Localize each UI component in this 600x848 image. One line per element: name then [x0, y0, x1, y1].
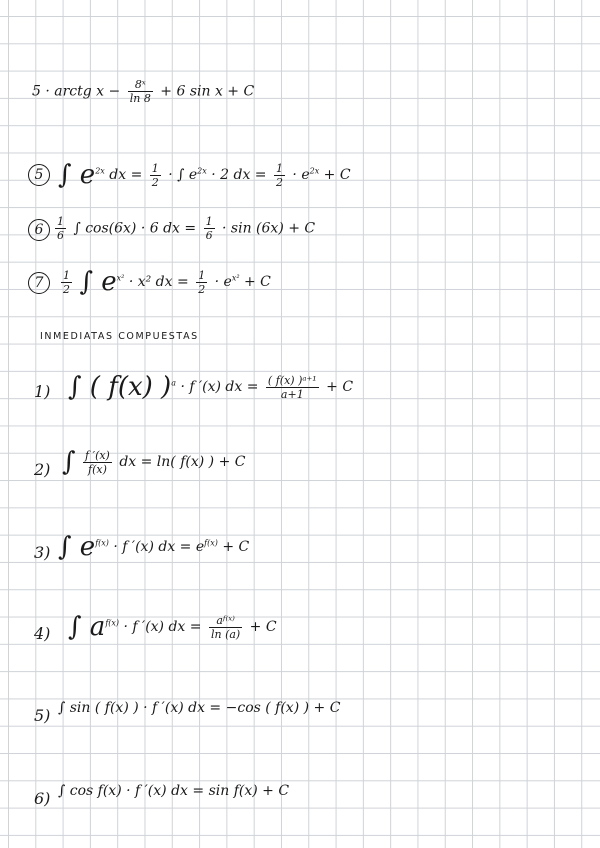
rule-number: 2) — [34, 460, 51, 479]
exercise-7-equation — [58, 267, 271, 297]
fraction-denominator: a+1 — [280, 387, 304, 401]
fraction — [274, 162, 285, 189]
exercise-5-equation — [58, 160, 351, 190]
result-exp: · e — [292, 167, 310, 183]
fraction — [83, 449, 112, 476]
fraction-denominator: ln 8 — [129, 92, 151, 105]
fraction — [128, 78, 153, 105]
fraction-denominator: 6 — [57, 229, 64, 242]
constant: + C — [244, 274, 271, 290]
exponent: 2x — [309, 166, 320, 176]
integral-power: ∫ a — [68, 612, 106, 642]
integral-exp: · ∫ e — [168, 167, 198, 183]
exponent: f(x) — [105, 618, 120, 628]
section-heading: INMEDIATAS COMPUESTAS — [40, 331, 199, 342]
integral-exp: ∫ e — [58, 532, 96, 562]
exercise-number-6: 6 — [28, 219, 50, 241]
fraction — [209, 614, 242, 641]
integrand-tail: · x² dx = — [128, 274, 189, 290]
rule-number: 5) — [34, 706, 51, 725]
rule-3-equation — [58, 532, 249, 562]
expression-result-line — [32, 78, 254, 105]
rule-number: 4) — [34, 624, 51, 643]
constant: + C — [249, 619, 277, 635]
fraction — [204, 215, 215, 242]
fraction-denominator: f(x) — [88, 462, 107, 476]
expression-prefix: 5 · arctg x − — [32, 83, 121, 100]
fraction-denominator: 2 — [275, 175, 283, 189]
exercise-number-7: 7 — [28, 272, 50, 294]
rule-6-equation: ∫ cos f(x) · f ′(x) dx = sin f(x) + C — [58, 783, 290, 799]
integral-cos: ∫ cos(6x) · 6 dx = — [73, 220, 197, 237]
fraction-numerator: 1 — [205, 215, 213, 228]
fraction-denominator: 2 — [198, 282, 206, 296]
fraction-numerator: f ′(x) — [85, 448, 110, 462]
fraction — [61, 269, 72, 296]
integral-power: ∫ ( f(x) ) — [68, 372, 172, 402]
exponent: 2x — [197, 166, 207, 176]
exponent: f(x) — [95, 538, 109, 548]
constant: + C — [222, 539, 250, 555]
integrand-tail: · 2 dx = — [211, 167, 267, 183]
integral-exp: ∫ e — [58, 160, 96, 190]
integrand-result: · f ′(x) dx = e — [113, 539, 205, 555]
constant: + C — [323, 167, 351, 183]
exercise-number-5: 5 — [28, 164, 50, 186]
rule-number: 6) — [34, 789, 51, 808]
fraction-denominator: 2 — [63, 282, 70, 296]
result-exp: · e — [214, 274, 232, 290]
rule-2-equation — [62, 447, 245, 477]
integral-sign: ∫ — [62, 447, 76, 477]
fraction — [55, 215, 66, 242]
rule-1-equation — [68, 372, 353, 402]
exponent: f(x) — [204, 538, 218, 548]
fraction-numerator: 1 — [151, 161, 159, 175]
exponent: x² — [116, 273, 125, 283]
fraction-numerator: aᶠ⁽ˣ⁾ — [209, 614, 242, 628]
rule-number: 3) — [34, 543, 51, 562]
fraction-numerator: 1 — [57, 215, 64, 228]
fraction-denominator: ln (a) — [210, 627, 241, 641]
differential: dx = — [109, 167, 143, 183]
result-sin: · sin (6x) + C — [222, 220, 316, 237]
fraction — [150, 162, 161, 189]
rule-4-equation — [68, 612, 277, 642]
fraction-numerator: 1 — [63, 268, 70, 282]
fraction-numerator: 1 — [275, 161, 283, 175]
fraction-numerator: 8ˣ — [128, 78, 153, 92]
integrand-tail: · f ′(x) dx = — [180, 379, 259, 395]
rule-5-equation: ∫ sin ( f(x) ) · f ′(x) dx = −cos ( f(x) ) + C — [58, 700, 341, 716]
rule-2-result: dx = ln( f(x) ) + C — [119, 454, 246, 470]
fraction-numerator: 1 — [198, 268, 206, 282]
exercise-6-equation — [52, 215, 315, 242]
exponent: a — [171, 378, 176, 388]
rule-number: 1) — [34, 382, 51, 401]
exponent: 2x — [95, 166, 105, 176]
fraction-denominator: 2 — [151, 175, 159, 189]
exponent: x² — [231, 273, 240, 283]
expression-suffix: + 6 sin x + C — [160, 83, 255, 100]
fraction-denominator: 6 — [205, 229, 213, 242]
integral-exp: ∫ e — [79, 267, 117, 297]
fraction — [196, 269, 207, 296]
integrand-tail: · f ′(x) dx = — [123, 619, 202, 635]
fraction-numerator: ( f(x) )ᵃ⁺¹ — [267, 373, 317, 387]
fraction — [266, 374, 319, 401]
constant: + C — [326, 379, 354, 395]
